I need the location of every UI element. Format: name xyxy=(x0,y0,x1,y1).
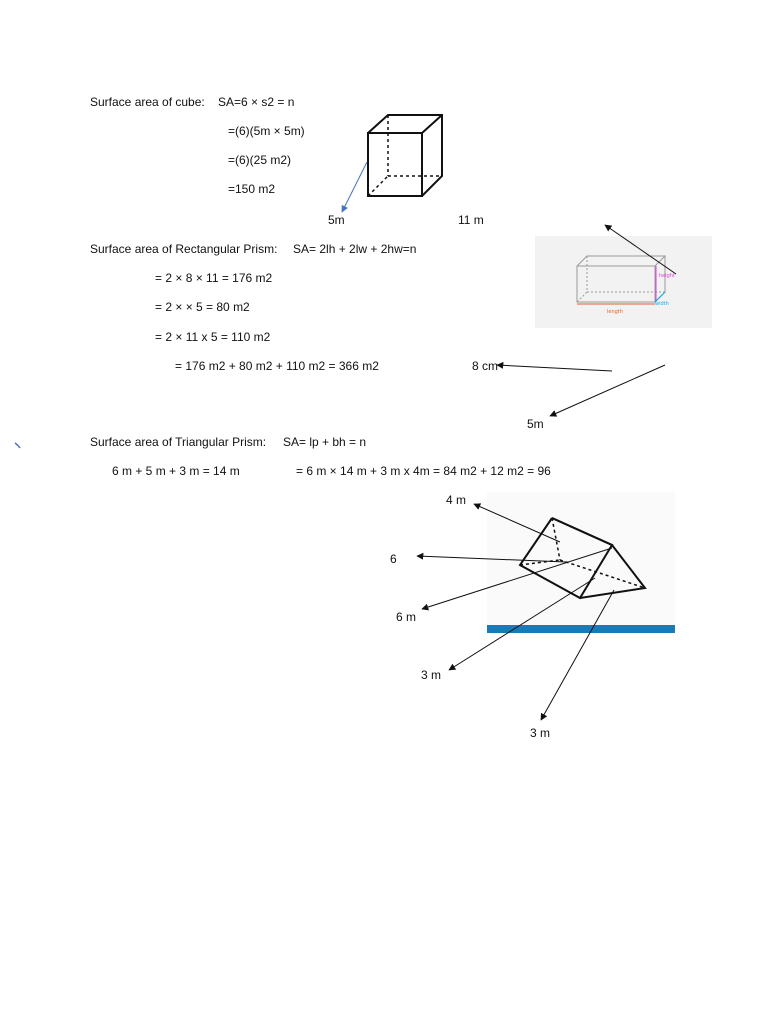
rect-width-arrow xyxy=(550,365,665,416)
tri-arrow-4m xyxy=(474,504,560,542)
tri-heading: Surface area of Triangular Prism: xyxy=(90,435,267,449)
cube-step-3: =150 m2 xyxy=(228,182,276,196)
tri-label-6m: 6 m xyxy=(396,610,417,624)
tri-formula: SA= lp + bh = n xyxy=(283,435,367,449)
tri-label-3m-b: 3 m xyxy=(530,726,551,740)
cube-step-2: =(6)(25 m2) xyxy=(228,153,292,167)
rect-heading: Surface area of Rectangular Prism: xyxy=(90,242,278,256)
stray-ink-mark xyxy=(15,443,20,448)
rect-figure-length-label: length xyxy=(607,309,623,315)
tri-calc: = 6 m × 14 m + 3 m x 4m = 84 m2 + 12 m2 = 96 xyxy=(296,464,551,478)
cube-heading: Surface area of cube: xyxy=(90,95,205,109)
rect-figure-width-label: width xyxy=(655,301,669,307)
tri-label-6: 6 xyxy=(390,552,397,566)
tri-label-3m-a: 3 m xyxy=(421,668,442,682)
rect-height-arrow xyxy=(497,365,612,371)
rect-height-label: 8 cm xyxy=(472,359,499,373)
rect-length-arrow xyxy=(605,225,676,274)
tri-arrow-3m-b xyxy=(541,590,614,720)
rect-width-label: 5m xyxy=(527,417,544,431)
rect-figure-height-label: height xyxy=(659,273,675,279)
cube-step-1: =(6)(5m × 5m) xyxy=(228,124,305,138)
rect-length-label: 11 m xyxy=(458,213,484,227)
rect-formula: SA= 2lh + 2lw + 2hw=n xyxy=(293,242,417,256)
tri-perimeter: 6 m + 5 m + 3 m = 14 m xyxy=(112,464,240,478)
cube-edge-label: 5m xyxy=(328,213,345,227)
tri-arrow-6 xyxy=(417,556,566,562)
rect-step-4: = 176 m2 + 80 m2 + 110 m2 = 366 m2 xyxy=(175,359,379,373)
cube-formula: SA=6 × s2 = n xyxy=(218,95,295,109)
cube-edge-arrow xyxy=(342,162,367,212)
tri-arrow-3m-a xyxy=(449,578,595,670)
cube-drawing xyxy=(368,115,442,196)
rect-step-3: = 2 × 11 x 5 = 110 m2 xyxy=(155,330,271,344)
rect-step-2: = 2 × × 5 = 80 m2 xyxy=(155,300,250,314)
tri-label-4m: 4 m xyxy=(446,493,467,507)
rect-step-1: = 2 × 8 × 11 = 176 m2 xyxy=(155,271,273,285)
